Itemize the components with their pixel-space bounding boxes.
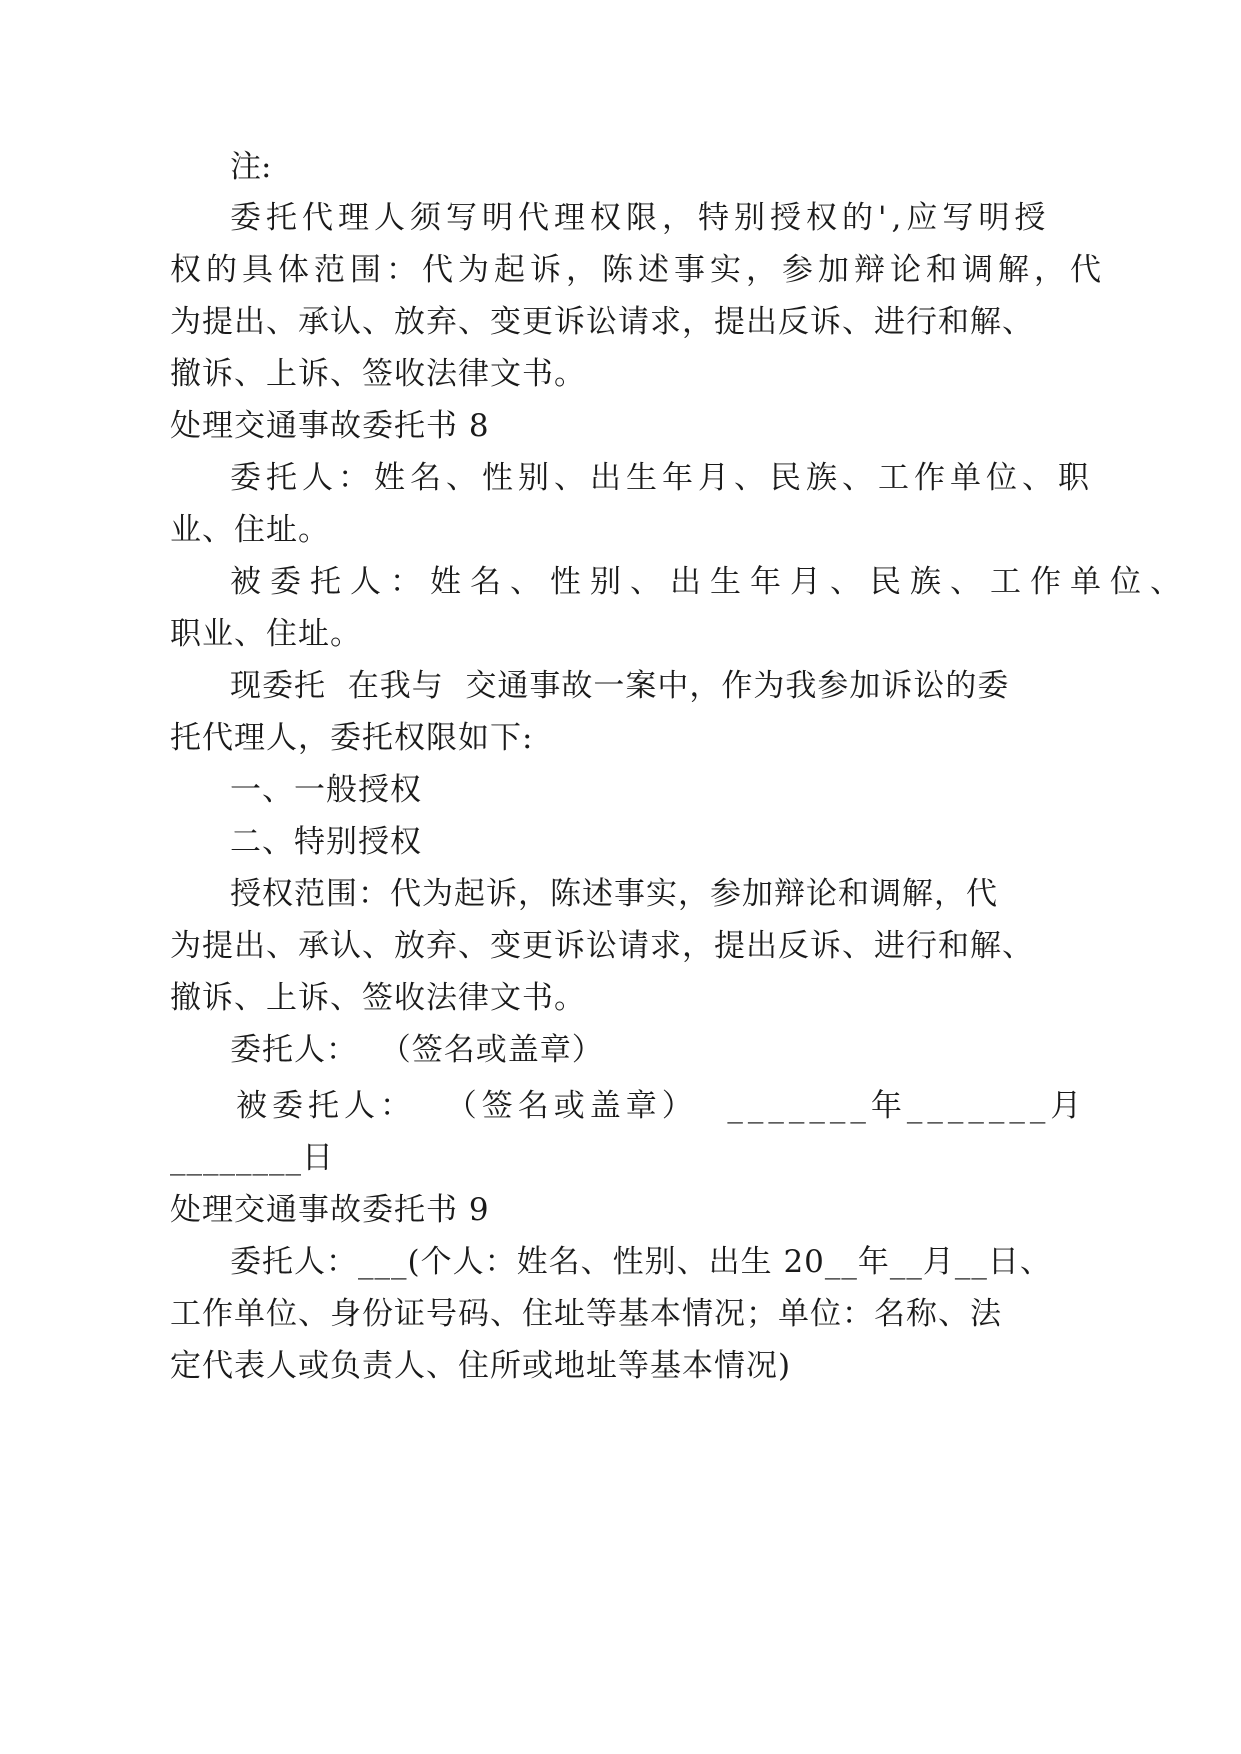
section-title: 处理交通事故委托书 9 (170, 1192, 490, 1228)
note-paragraph-line: 撤诉、上诉、签收法律文书。 (170, 356, 586, 392)
paragraph-line: 托代理人，委托权限如下: (170, 720, 534, 756)
paragraph-line: 业、住址。 (170, 512, 330, 548)
list-item: 二、特别授权 (230, 824, 422, 860)
paragraph-line: 委托人：姓名、性别、出生年月、民族、工作单位、职 (230, 460, 1094, 496)
note-paragraph-line: 委托代理人须写明代理权限，特别授权的',应写明授 (230, 200, 1051, 236)
paragraph-line: 撤诉、上诉、签收法律文书。 (170, 980, 586, 1016)
paragraph-line: 工作单位、身份证号码、住址等基本情况；单位：名称、法 (170, 1296, 1002, 1332)
paragraph-line: 为提出、承认、放弃、变更诉讼请求，提出反诉、进行和解、 (170, 928, 1034, 964)
list-item: 一、一般授权 (230, 772, 422, 808)
paragraph-line: 职业、住址。 (170, 616, 362, 652)
paragraph-line: 授权范围：代为起诉，陈述事实，参加辩论和调解，代 (230, 876, 998, 912)
note-paragraph-line: 权的具体范围：代为起诉，陈述事实，参加辩论和调解，代 (170, 252, 1106, 288)
signature-line: 被委托人： （签名或盖章） _______年_______月 (236, 1088, 1087, 1124)
paragraph-line: 被委托人：姓名、性别、出生年月、民族、工作单位、 (230, 564, 1190, 600)
date-line: ________日 (170, 1140, 334, 1176)
section-title: 处理交通事故委托书 8 (170, 408, 490, 444)
paragraph-line: 现委托 在我与 交通事故一案中，作为我参加诉讼的委 (230, 668, 1010, 704)
paragraph-line: 定代表人或负责人、住所或地址等基本情况) (170, 1348, 792, 1384)
note-label: 注: (230, 149, 272, 185)
signature-line: 委托人： （签名或盖章） (230, 1032, 604, 1068)
note-paragraph-line: 为提出、承认、放弃、变更诉讼请求，提出反诉、进行和解、 (170, 304, 1034, 340)
paragraph-line: 委托人：___(个人：姓名、性别、出生 20__年__月__日、 (230, 1244, 1052, 1280)
